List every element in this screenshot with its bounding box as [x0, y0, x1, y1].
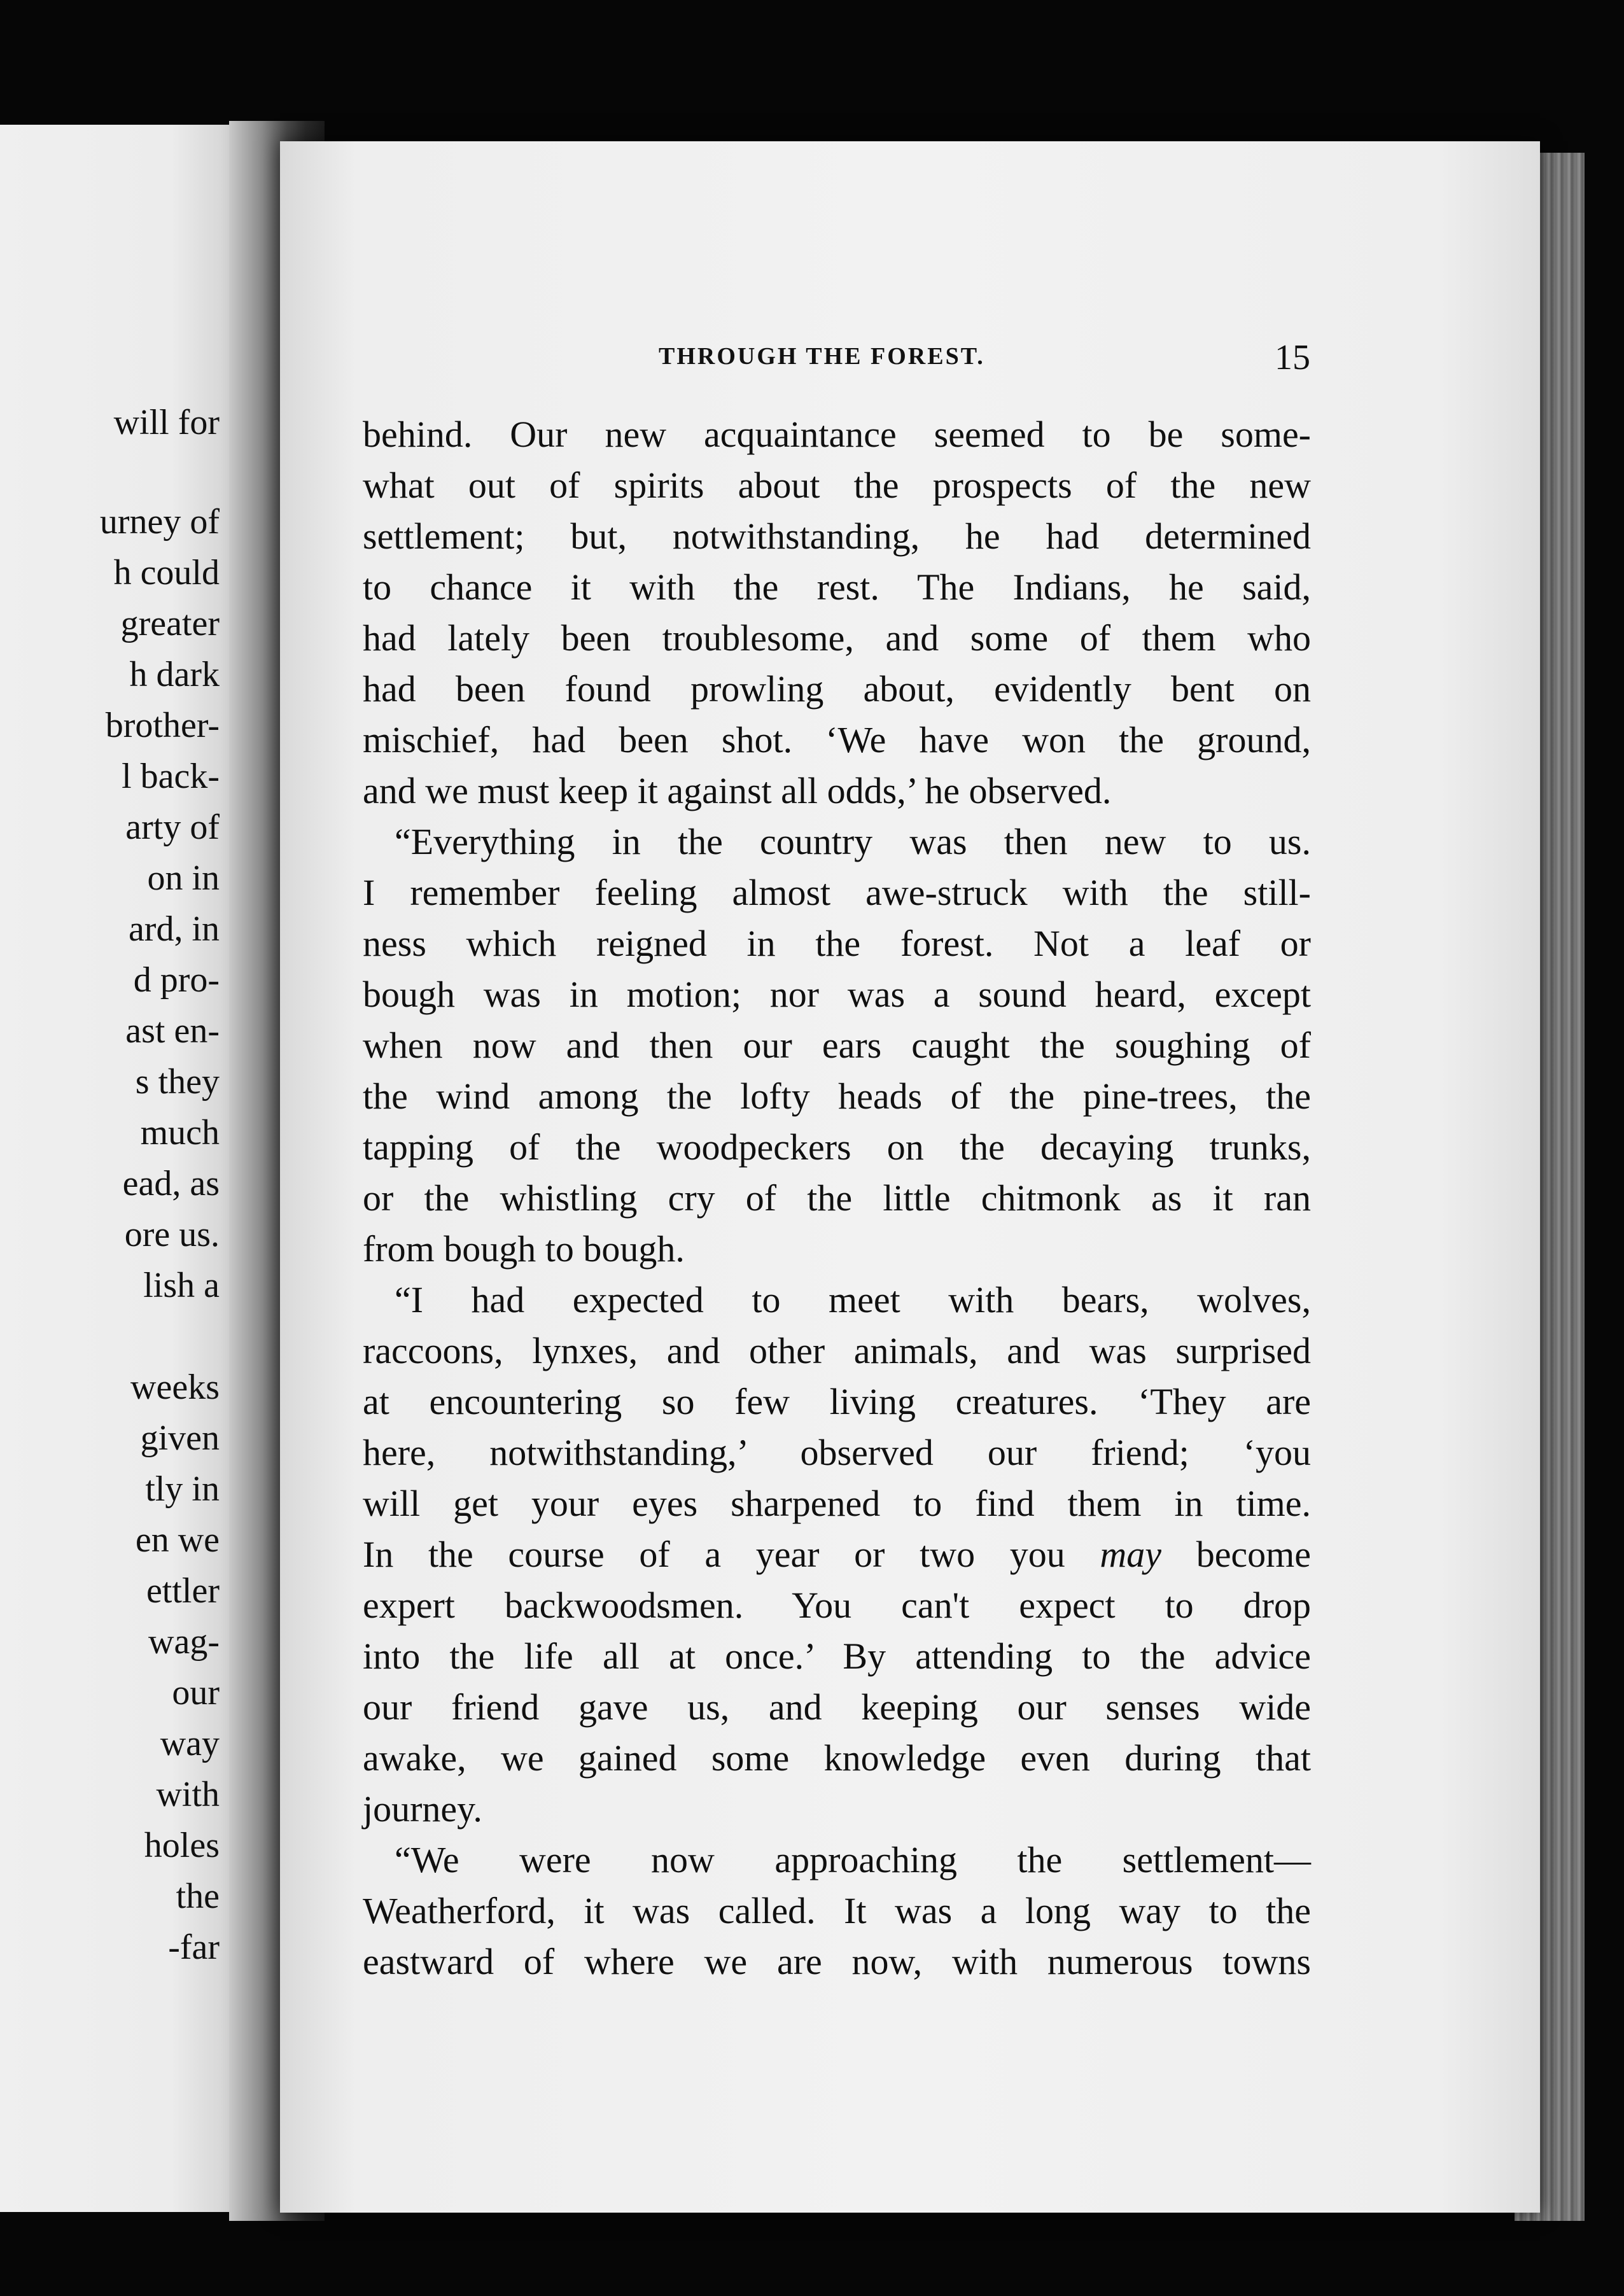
text-line: had lately been troublesome, and some of them who [363, 617, 1311, 659]
left-page-line: ead, as [122, 1164, 220, 1203]
left-page-line: urney of [99, 502, 220, 542]
text-line: from bough to bough. [363, 1228, 685, 1270]
left-page-line: weeks [130, 1368, 220, 1407]
text-line: expert backwoodsmen. You can't expect to drop [363, 1585, 1311, 1626]
text-line: had been found prowling about, evidently bent on [363, 668, 1311, 710]
text-line: mischief, had been shot. ‘We have won the ground, [363, 719, 1311, 760]
text-line: eastward of where we are now, with numerous towns [363, 1941, 1311, 1982]
text-line: into the life all at once.’ By attending to the advice [363, 1635, 1311, 1677]
left-page-line: greater [120, 604, 220, 643]
left-page-line: holes [144, 1826, 220, 1865]
text-segment: In the course of a year or two you [363, 1534, 1065, 1575]
text-line [363, 1532, 1311, 1577]
running-head: THROUGH THE FOREST. [659, 343, 985, 370]
left-page-line: our [172, 1673, 220, 1712]
text-line: settlement; but, notwithstanding, he had determined [363, 515, 1311, 557]
text-line: journey. [363, 1788, 482, 1830]
left-page-line: brother- [105, 706, 220, 745]
left-page-line: ore us. [124, 1215, 220, 1254]
italic-word: may [1100, 1534, 1162, 1575]
text-segment: become [1196, 1534, 1312, 1575]
left-page-line: on in [147, 858, 220, 898]
left-page-line: the [176, 1877, 220, 1916]
text-line: or the whistling cry of the little chitmonk as it ran [363, 1177, 1311, 1219]
left-page-fragment [0, 125, 245, 2212]
left-page-line: d pro- [133, 960, 220, 1000]
text-line: Weatherford, it was called. It was a long way to the [363, 1890, 1311, 1931]
text-line: behind. Our new acquaintance seemed to be some- [363, 414, 1311, 455]
text-line: raccoons, lynxes, and other animals, and was surprised [363, 1330, 1311, 1371]
text-line: at encountering so few living creatures. ‘They are [363, 1381, 1311, 1422]
text-line: “Everything in the country was then new to us. [395, 821, 1311, 862]
left-page-line: arty of [125, 808, 220, 847]
left-page-line: with [156, 1775, 220, 1814]
left-page-line: way [160, 1724, 220, 1763]
page-number: 15 [1275, 338, 1310, 377]
text-line: bough was in motion; nor was a sound heard, except [363, 974, 1311, 1015]
text-line: our friend gave us, and keeping our senses wide [363, 1686, 1311, 1728]
left-page-line: l back- [122, 757, 220, 796]
left-page-line: given [140, 1418, 220, 1458]
text-line: here, notwithstanding,’ observed our friend; ‘you [363, 1432, 1311, 1473]
text-line: what out of spirits about the prospects of the new [363, 465, 1311, 506]
text-line: “I had expected to meet with bears, wolves, [395, 1279, 1311, 1320]
left-page-line: ard, in [128, 909, 220, 949]
text-line: tapping of the woodpeckers on the decaying trunks, [363, 1126, 1311, 1168]
text-line: I remember feeling almost awe-struck with the still- [363, 872, 1311, 913]
text-line: the wind among the lofty heads of the pine-trees, the [363, 1075, 1311, 1117]
left-page-line: will for [113, 403, 220, 442]
left-page-line: ast en- [125, 1011, 220, 1051]
left-page-line: s they [135, 1062, 220, 1102]
left-page-line: -far [168, 1928, 220, 1967]
text-line: awake, we gained some knowledge even during that [363, 1737, 1311, 1779]
left-page-line: ettler [146, 1571, 220, 1611]
left-page-line: wag- [148, 1622, 220, 1662]
left-page-line: h could [113, 553, 220, 592]
left-page-line: tly in [145, 1469, 220, 1509]
text-line: “We were now approaching the settlement— [395, 1839, 1311, 1880]
left-page-line: h dark [129, 655, 220, 694]
left-page-line: en we [135, 1520, 220, 1560]
text-line: to chance it with the rest. The Indians, he said, [363, 566, 1311, 608]
left-page-line: lish a [143, 1266, 220, 1305]
left-page-line: much [140, 1113, 220, 1152]
text-line: ness which reigned in the forest. Not a leaf or [363, 923, 1311, 964]
text-line: when now and then our ears caught the soughing of [363, 1025, 1311, 1066]
text-line: and we must keep it against all odds,’ he observed. [363, 770, 1112, 811]
text-line: will get your eyes sharpened to find them in time. [363, 1483, 1311, 1524]
